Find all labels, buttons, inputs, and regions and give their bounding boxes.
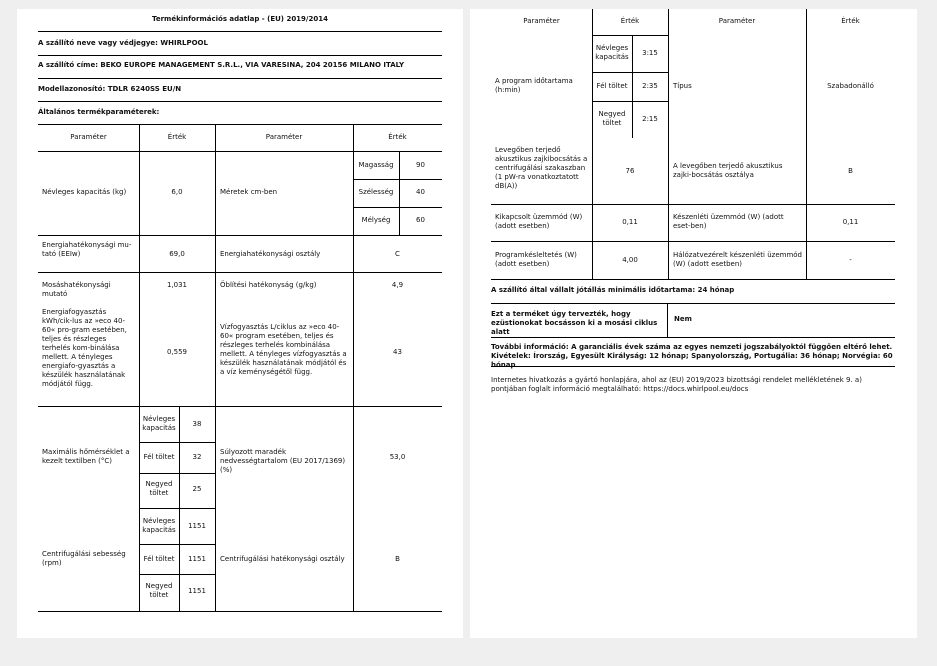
divider [491, 303, 895, 304]
duration-row-label: Negyed töltet [598, 110, 626, 127]
spin-row-value: 1151 [188, 587, 206, 595]
residual-moisture-value: 53,0 [389, 453, 406, 461]
divider [38, 124, 442, 125]
energy-class-label: Energiahatékonysági osztály [220, 250, 321, 258]
noise-class-value: B [848, 167, 853, 175]
divider [139, 473, 215, 474]
datasheet-page-1 [17, 9, 463, 638]
spin-row-label: Fél töltet [143, 555, 175, 563]
rinsing-label: Öblítési hatékonyság (g/kg) [220, 281, 317, 289]
column-line [139, 124, 140, 611]
divider [38, 272, 442, 273]
noise-class-label: A levegőben terjedő akusztikus zajki-bocsátás osztálya [673, 162, 783, 179]
divider [491, 337, 895, 338]
spin-row-label: Névleges kapacitás [142, 517, 176, 534]
spin-class-value: B [395, 555, 400, 563]
column-line [215, 124, 216, 611]
noise-emission-label: Levegőben terjedő akusztikus zajkibocsátás a centrifugálási szakaszban (1 pW-ra vonatkoztatott dB(A)) [495, 146, 588, 190]
column-header-parameter: Paraméter [265, 133, 303, 141]
noise-emission-value: 76 [625, 167, 635, 175]
model-identifier: Modellazonosító: TDLR 6240SS EU/N [38, 85, 182, 93]
divider [139, 508, 215, 509]
water-consumption-value: 43 [393, 348, 402, 356]
column-line [806, 9, 807, 279]
dimensions-label: Méretek cm-ben [220, 188, 278, 196]
residual-moisture-label: Súlyozott maradék nedvességtartalom (EU 2017/1369) (%) [220, 448, 346, 474]
column-header-value: Érték [167, 133, 187, 141]
divider [491, 204, 895, 205]
internet-reference: Internetes hivatkozás a gyártó honlapjára, ahol az (EU) 2019/2023 bizottsági rendelet mellékletének 9. a) pontjában foglalt információ megtalálható: https://docs.whirlpool.eu/docs [491, 376, 862, 393]
networked-standby-value: - [849, 256, 852, 264]
duration-row-label: Névleges kapacitás [595, 44, 629, 61]
silver-ion-value: Nem [674, 315, 692, 323]
energy-consumption-label: Energiafogyasztás kWh/cik-lus az »eco 40-60« pro-gram esetében, teljes és részleges terhelés kom-binálása mellett. A tényleges energiafo-gyasztás a készülék használatának módjától függ. [42, 308, 127, 388]
height-value: 90 [416, 161, 425, 169]
washing-efficiency-label: Mosáshatékonysági mutató [42, 281, 111, 298]
type-label: Típus [673, 82, 692, 90]
spin-row-label: Negyed töltet [145, 582, 173, 599]
divider [353, 179, 442, 180]
divider [592, 72, 668, 73]
duration-row-value: 2:35 [642, 82, 658, 90]
standby-mode-label: Készenléti üzemmód (W) (adott eset-ben) [673, 213, 784, 230]
delay-start-label: Programkésleltetés (W) (adott esetben) [495, 251, 577, 268]
temp-row-value: 25 [192, 485, 202, 493]
supplier-name: A szállító neve vagy védjegye: WHIRLPOOL [38, 39, 208, 47]
divider [38, 78, 442, 79]
standby-mode-value: 0,11 [842, 218, 859, 226]
temp-row-label: Fél töltet [143, 453, 175, 461]
spin-class-label: Centrifugálási hatékonysági osztály [220, 555, 345, 563]
divider [38, 55, 442, 56]
eei-label: Energiahatékonysági mu-tató (EEIw) [42, 241, 132, 258]
divider [491, 366, 895, 367]
column-header-parameter: Paraméter [523, 17, 560, 25]
temp-row-value: 32 [192, 453, 202, 461]
silver-ion-label: Ezt a terméket úgy tervezték, hogy ezüstionokat bocsásson ki a mosási ciklus alatt [491, 310, 658, 336]
duration-row-value: 2:15 [642, 115, 658, 123]
temp-row-value: 38 [192, 420, 202, 428]
water-consumption-label: Vízfogyasztás L/ciklus az »eco 40-60« program esetében, teljes és részleges terhelés kombinálása mellett. A tényleges vízfogyasztás a készülék használatának módjától és a víz keménységétől függ. [220, 323, 347, 376]
capacity-value: 6,0 [171, 188, 183, 196]
divider [592, 35, 668, 36]
eei-value: 69,0 [169, 250, 185, 258]
supplier-address: A szállító címe: BEKO EUROPE MANAGEMENT S.R.L., VIA VARESINA, 204 20156 MILANO ITALY [38, 61, 405, 69]
column-line [353, 124, 354, 611]
depth-value: 60 [416, 216, 425, 224]
height-label: Magasság [358, 161, 394, 169]
divider [139, 442, 215, 443]
column-header-parameter: Paraméter [70, 133, 107, 141]
energy-consumption-value: 0,559 [166, 348, 188, 356]
additional-information: További információ: A garanciális évek száma az egyes nemzeti jogszabályoktól függően eltérő lehet. Kivételek: Írország, Egyesült Királyság: 12 hónap; Spanyolország, Portugália: 36 hónap; Norvégia: 60 hónap [491, 343, 893, 369]
divider [38, 611, 442, 612]
spin-speed-label: Centrifugálási sebesség (rpm) [42, 550, 126, 567]
rinsing-value: 4,9 [391, 281, 404, 289]
divider [38, 151, 442, 152]
column-header-value: Érték [620, 17, 640, 25]
delay-start-value: 4,00 [622, 256, 638, 264]
spin-row-value: 1151 [188, 522, 206, 530]
program-duration-label: A program időtartama (h:min) [495, 77, 573, 94]
divider [491, 279, 895, 280]
divider [38, 406, 442, 407]
divider [38, 101, 442, 102]
washing-efficiency-value: 1,031 [166, 281, 188, 289]
energy-class-value: C [395, 250, 400, 258]
divider [353, 207, 442, 208]
duration-row-value: 3:15 [642, 49, 658, 57]
width-label: Szélesség [358, 188, 394, 196]
temp-row-label: Névleges kapacitás [142, 415, 176, 432]
warranty-text: A szállító által vállalt jótállás minimális időtartama: 24 hónap [491, 286, 735, 294]
column-line [668, 9, 669, 279]
datasheet-page-2 [470, 9, 917, 638]
column-header-value: Érték [841, 17, 860, 25]
off-mode-label: Kikapcsolt üzemmód (W) (adott esetben) [495, 213, 583, 230]
networked-standby-label: Hálózatvezérelt készenléti üzemmód (W) (adott esetben) [673, 251, 802, 268]
divider [139, 574, 215, 575]
off-mode-value: 0,11 [622, 218, 638, 226]
spin-row-value: 1151 [188, 555, 206, 563]
capacity-label: Névleges kapacitás (kg) [42, 188, 127, 196]
temp-row-label: Negyed töltet [145, 480, 173, 497]
sheet-title: Termékinformációs adatlap - (EU) 2019/2014 [152, 15, 328, 23]
depth-label: Mélység [361, 216, 391, 224]
width-value: 40 [416, 188, 425, 196]
duration-row-label: Fél töltet [596, 82, 628, 90]
type-value: Szabadonálló [827, 82, 874, 90]
general-parameters-heading: Általános termékparaméterek: [38, 108, 160, 116]
divider [38, 235, 442, 236]
column-line [667, 303, 668, 337]
divider [139, 544, 215, 545]
divider [592, 101, 668, 102]
max-temperature-label: Maximális hőmérséklet a kezelt textilben (°C) [42, 448, 130, 465]
divider [38, 31, 442, 32]
column-header-parameter: Paraméter [718, 17, 756, 25]
divider [491, 241, 895, 242]
column-header-value: Érték [388, 133, 407, 141]
